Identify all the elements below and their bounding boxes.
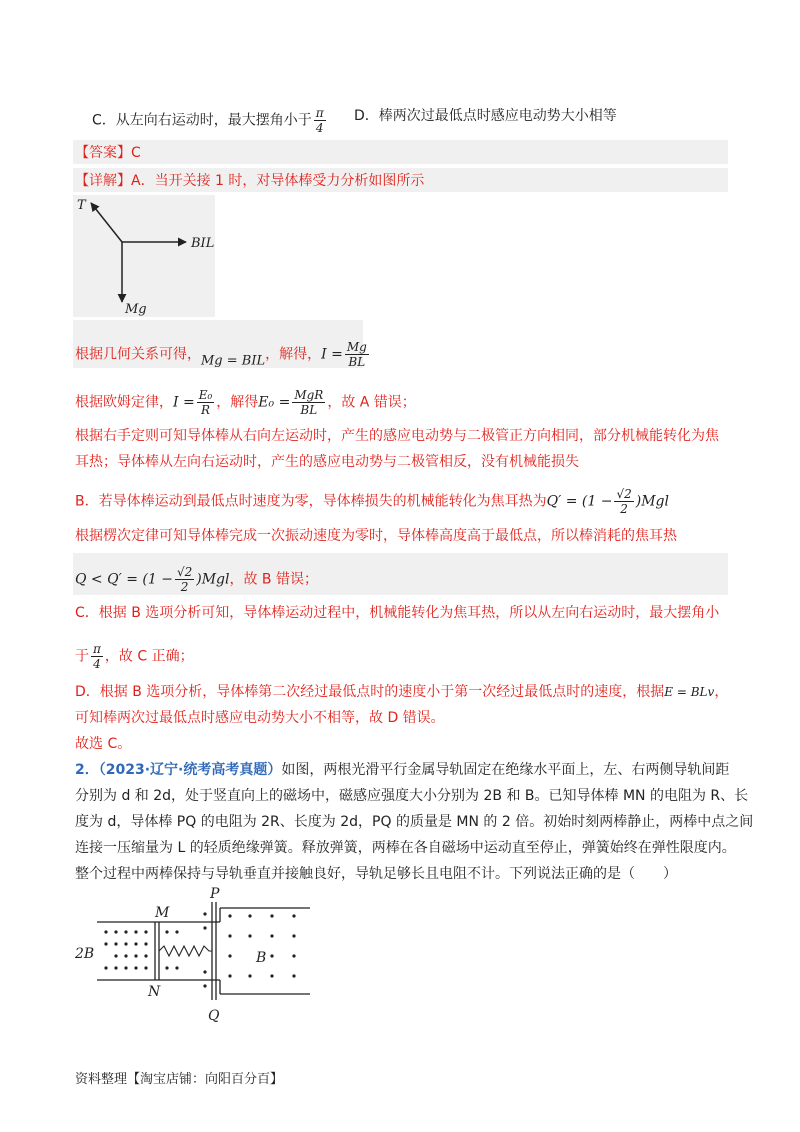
rh-line-1: 根据右手定则可知导体棒从右向左运动时，产生的感应电动势与二极管正方向相同，部分机械能转化为焦 xyxy=(75,428,719,444)
lenz-line-1: 根据楞次定律可知导体棒完成一次振动速度为零时，导体棒高度高于最低点，所以棒消耗的焦耳热 xyxy=(75,528,677,544)
rails-diagram xyxy=(72,884,322,1026)
label-b: B xyxy=(256,950,267,966)
q2-line-5: 整个过程中两棒保持与导轨垂直并接触良好，导轨足够长且电阻不计。下列说法正确的是（ ） xyxy=(75,866,677,882)
geom-line: 根据几何关系可得，Mg = BIL，解得，I = $\frac{Mg}{BL}$ xyxy=(75,340,367,369)
answer-band xyxy=(73,140,728,164)
q2-line-4: 连接一压缩量为 L 的轻质绝缘弹簧。释放弹簧，两棒在各自磁场中运动直至停止，弹簧始终在弹性限度内。 xyxy=(75,840,736,856)
force-label-bil: BIL xyxy=(191,236,215,251)
conclusion: 故选 C。 xyxy=(75,736,132,752)
ohm-line: 根据欧姆定律，I = $\frac{\text{E₀}}{R}$ ，解得E₀ = $\frac{\text{MgR}}{BL}$ ，故 A 错误； xyxy=(75,388,416,417)
field-dots-right xyxy=(203,912,295,987)
q2-line-3: 度为 d，导体棒 PQ 的电阻为 2R、长度为 2d，PQ 的质量是 MN 的 2 倍。初始时刻两棒静止，两棒中点之间 xyxy=(75,814,754,830)
b-line: B．若导体棒运动到最低点时速度为零，导体棒损失的机械能转化为焦耳热为Q′ = (1 − $\frac{√2}{2}$ )Mgl xyxy=(75,487,669,516)
force-label-t: T xyxy=(77,198,86,213)
q2-line-2: 分别为 d 和 2d，处于竖直向上的磁场中，磁感应强度大小分别为 2B 和 B。已知导体棒 MN 的电阻为 R、长 xyxy=(75,788,749,804)
spring xyxy=(159,946,212,956)
d-line-1: D．根据 B 选项分析，导体棒第二次经过最低点时的速度小于第一次经过最低点时的速度，根据E = BLv， xyxy=(75,684,729,700)
label-n: N xyxy=(148,984,161,1000)
option-c: C．从左向右运动时，最大摆角小于 $\frac{\pi}{4}$ xyxy=(92,106,324,135)
force-label-mg: Mg xyxy=(125,302,147,317)
field-dots-left xyxy=(104,930,178,969)
label-p: P xyxy=(210,886,220,902)
rh-line-2: 耳热；导体棒从左向右运动时，产生的感应电动势与二极管相反，没有机械能损失 xyxy=(75,454,579,470)
c-line-1: C．根据 B 选项分析可知，导体棒运动过程中，机械能转化为焦耳热，所以从左向右运动时，最大摆角小 xyxy=(75,605,720,621)
rails-diagram-svg xyxy=(72,884,322,1026)
c-line-2: 于 $\frac{\pi}{4}$ ，故 C 正确； xyxy=(75,642,194,671)
tension-arrow xyxy=(91,203,122,242)
answer-label: 【答案】C xyxy=(75,145,141,161)
d-line-2: 可知棒两次过最低点时感应电动势大小不相等，故 D 错误。 xyxy=(75,710,445,726)
label-q: Q xyxy=(208,1008,220,1024)
label-2b: 2B xyxy=(75,946,95,962)
label-m: M xyxy=(155,905,170,921)
option-d: D．棒两次过最低点时感应电动势大小相等 xyxy=(354,108,617,124)
force-diagram xyxy=(73,195,215,317)
q2-line-1: 2．（2023·辽宁·统考高考真题）如图，两根光滑平行金属导轨固定在绝缘水平面上，左、右两侧导轨间距 xyxy=(75,762,730,778)
force-diagram-svg xyxy=(73,195,215,317)
lenz-line-2: Q < Q′ = (1 − $\frac{√2}{2}$ )Mgl，故 B 错误； xyxy=(75,565,318,594)
footer-text: 资料整理【淘宝店铺：向阳百分百】 xyxy=(75,1072,284,1087)
detail-line-a: 【详解】A．当开关接 1 时，对导体棒受力分析如图所示 xyxy=(75,173,425,189)
